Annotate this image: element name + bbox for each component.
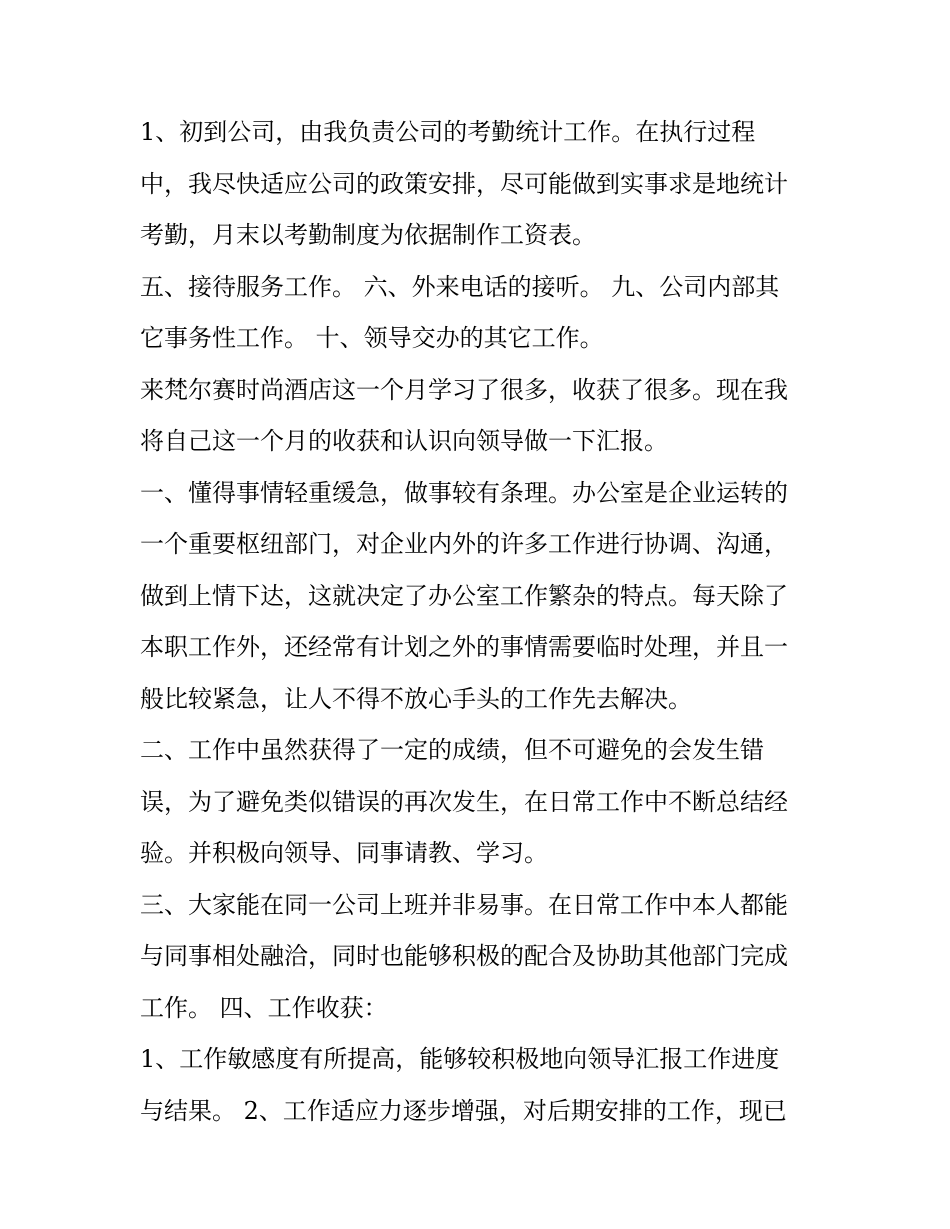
text-line: 本职工作外，还经常有计划之外的事情需要临时处理，并且一: [140, 633, 788, 661]
text-line: 做到上情下达，这就决定了办公室工作繁杂的特点。每天除了: [140, 581, 788, 610]
text-line: 与同事相处融洽，同时也能够积极的配合及协助其他部门完成: [140, 942, 788, 970]
text-line: 般比较紧急，让人不得不放心手头的工作先去解决。: [140, 684, 692, 713]
text-line: 五、接待服务工作。 六、外来电话的接听。 九、公司内部其: [140, 272, 780, 301]
text-line: 验。并积极向领导、同事请教、学习。: [140, 839, 548, 867]
text-line: 中，我尽快适应公司的政策安排，尽可能做到实事求是地统计: [140, 169, 788, 198]
text-line: 1、工作敏感度有所提高，能够较积极地向领导汇报工作进度: [140, 1045, 780, 1073]
text-line: 三、大家能在同一公司上班并非易事。在日常工作中本人都能: [140, 890, 788, 919]
text-line: 将自己这一个月的收获和认识向领导做一下汇报。: [140, 427, 668, 455]
text-line: 工作。 四、工作收获：: [140, 993, 388, 1022]
text-line: 二、工作中虽然获得了一定的成绩，但不可避免的会发生错: [140, 736, 764, 764]
text-line: 考勤，月末以考勤制度为依据制作工资表。: [140, 221, 596, 249]
text-line: 误，为了避免类似错误的再次发生，在日常工作中不断总结经: [140, 787, 788, 816]
text-line: 一、懂得事情轻重缓急，做事较有条理。办公室是企业运转的: [140, 478, 788, 507]
text-line: 1、初到公司，由我负责公司的考勤统计工作。在执行过程: [140, 118, 756, 146]
text-line: 它事务性工作。 十、领导交办的其它工作。: [140, 324, 604, 352]
text-line: 一个重要枢纽部门，对企业内外的许多工作进行协调、沟通，: [140, 530, 788, 558]
text-line: 来梵尔赛时尚酒店这一个月学习了很多，收获了很多。现在我: [140, 375, 788, 404]
text-line: 与结果。 2、工作适应力逐步增强，对后期安排的工作，现已: [140, 1096, 787, 1125]
document-body: [140, 107, 812, 1137]
